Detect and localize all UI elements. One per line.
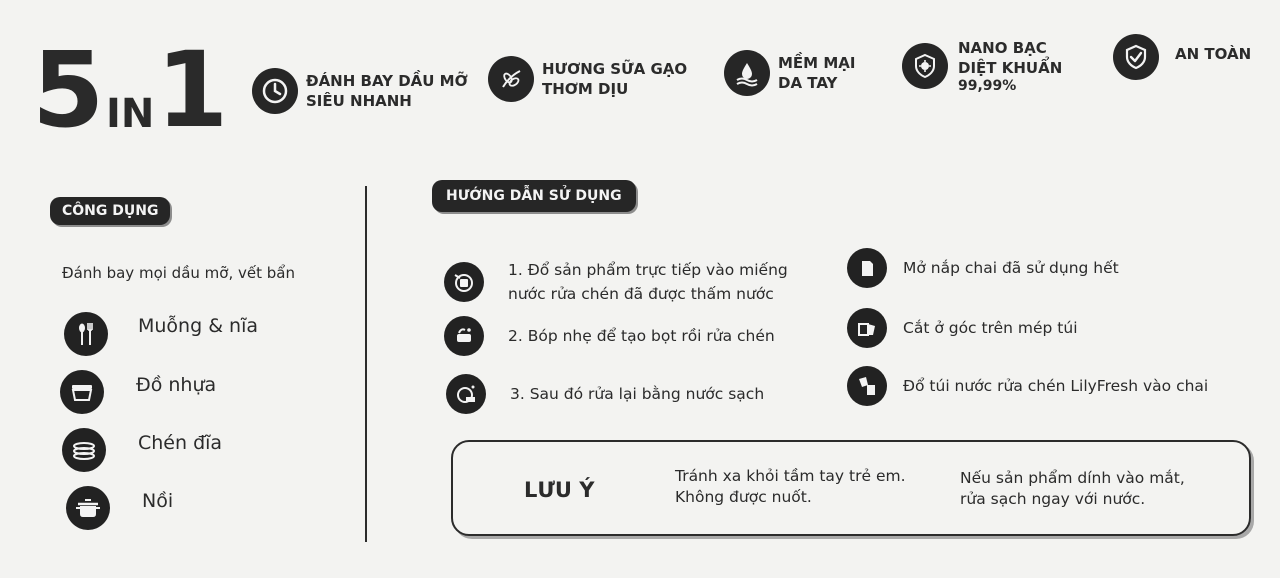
use-item <box>66 486 173 530</box>
refill-step <box>847 366 1208 406</box>
guide-step <box>444 316 775 356</box>
pot-icon <box>66 486 110 530</box>
warning-right-line2: rửa sạch ngay với nước. <box>960 490 1146 508</box>
spoon-fork-icon <box>64 312 108 356</box>
guide-step <box>446 374 764 414</box>
use-item <box>62 428 222 472</box>
column-divider <box>365 186 367 542</box>
feature-soft-line2: DA TAY <box>778 74 838 92</box>
feature-nano <box>902 38 1062 94</box>
logo-in: IN <box>106 91 155 137</box>
guide-step-1-line1: 1. Đổ sản phẩm trực tiếp vào miếng <box>508 261 788 279</box>
use-label-pot: Nồi <box>142 490 174 512</box>
plate-icon <box>62 428 106 472</box>
clock-icon <box>252 68 298 114</box>
pour-pouch-icon <box>847 366 887 406</box>
feature-soft-line1: MỀM MẠI <box>778 54 856 72</box>
feature-nano-line1: NANO BẠC <box>958 39 1047 57</box>
feature-safe-line1: AN TOÀN <box>1175 45 1252 63</box>
guide-step-2-text: 2. Bóp nhẹ để tạo bọt rồi rửa chén <box>508 327 775 345</box>
feature-grease-line2: SIÊU NHANH <box>306 92 412 110</box>
refill-step-2-text: Cắt ở góc trên mép túi <box>903 319 1078 337</box>
open-bottle-icon <box>847 248 887 288</box>
warning-left <box>675 466 906 508</box>
feature-nano-line3: 99,99% <box>958 78 1017 94</box>
shield-check-icon <box>1113 34 1159 80</box>
logo-five: 5 <box>32 29 103 151</box>
warning-left-line1: Tránh xa khỏi tầm tay trẻ em. <box>675 467 906 485</box>
use-label-dishes: Chén đĩa <box>138 432 223 454</box>
plastic-container-icon <box>60 370 104 414</box>
use-label-plastic: Đồ nhựa <box>136 374 217 396</box>
use-item <box>60 370 216 414</box>
warning-right-line1: Nếu sản phẩm dính vào mắt, <box>960 469 1185 487</box>
logo-one: 1 <box>156 29 229 151</box>
use-label-cutlery: Muỗng & nĩa <box>138 315 259 337</box>
rinse-dish-icon <box>446 374 486 414</box>
feature-rice <box>488 56 687 102</box>
feature-rice-line1: HƯƠNG SỮA GẠO <box>542 60 688 78</box>
squeeze-sponge-icon <box>444 316 484 356</box>
warning-left-line2: Không được nuốt. <box>675 488 812 506</box>
guide-step-1-line2: nước rửa chén đã được thấm nước <box>508 285 774 303</box>
refill-step-1-text: Mở nắp chai đã sử dụng hết <box>903 259 1119 277</box>
uses-intro: Đánh bay mọi dầu mỡ, vết bẩn <box>62 264 295 282</box>
refill-step-3-text: Đổ túi nước rửa chén LilyFresh vào chai <box>903 377 1209 395</box>
warning-title: LƯU Ý <box>524 478 595 502</box>
shield-virus-icon <box>902 43 948 89</box>
guide-title: HƯỚNG DẪN SỬ DỤNG <box>432 180 636 212</box>
feature-soft <box>724 50 855 96</box>
guide-step <box>444 258 788 306</box>
feature-grease <box>252 68 468 114</box>
feature-safe <box>1113 34 1251 80</box>
refill-step <box>847 308 1078 348</box>
uses-title: CÔNG DỤNG <box>50 197 170 225</box>
warning-right <box>960 468 1185 510</box>
refill-step <box>847 248 1119 288</box>
water-drop-icon <box>724 50 770 96</box>
guide-step-3-text: 3. Sau đó rửa lại bằng nước sạch <box>510 385 765 403</box>
cut-pouch-icon <box>847 308 887 348</box>
use-item <box>64 312 258 356</box>
pour-sponge-icon <box>444 262 484 302</box>
rice-icon <box>488 56 534 102</box>
feature-grease-line1: ĐÁNH BAY DẦU MỠ <box>306 72 468 90</box>
feature-rice-line2: THƠM DỊU <box>542 80 629 98</box>
feature-nano-line2: DIỆT KHUẨN <box>958 59 1063 77</box>
